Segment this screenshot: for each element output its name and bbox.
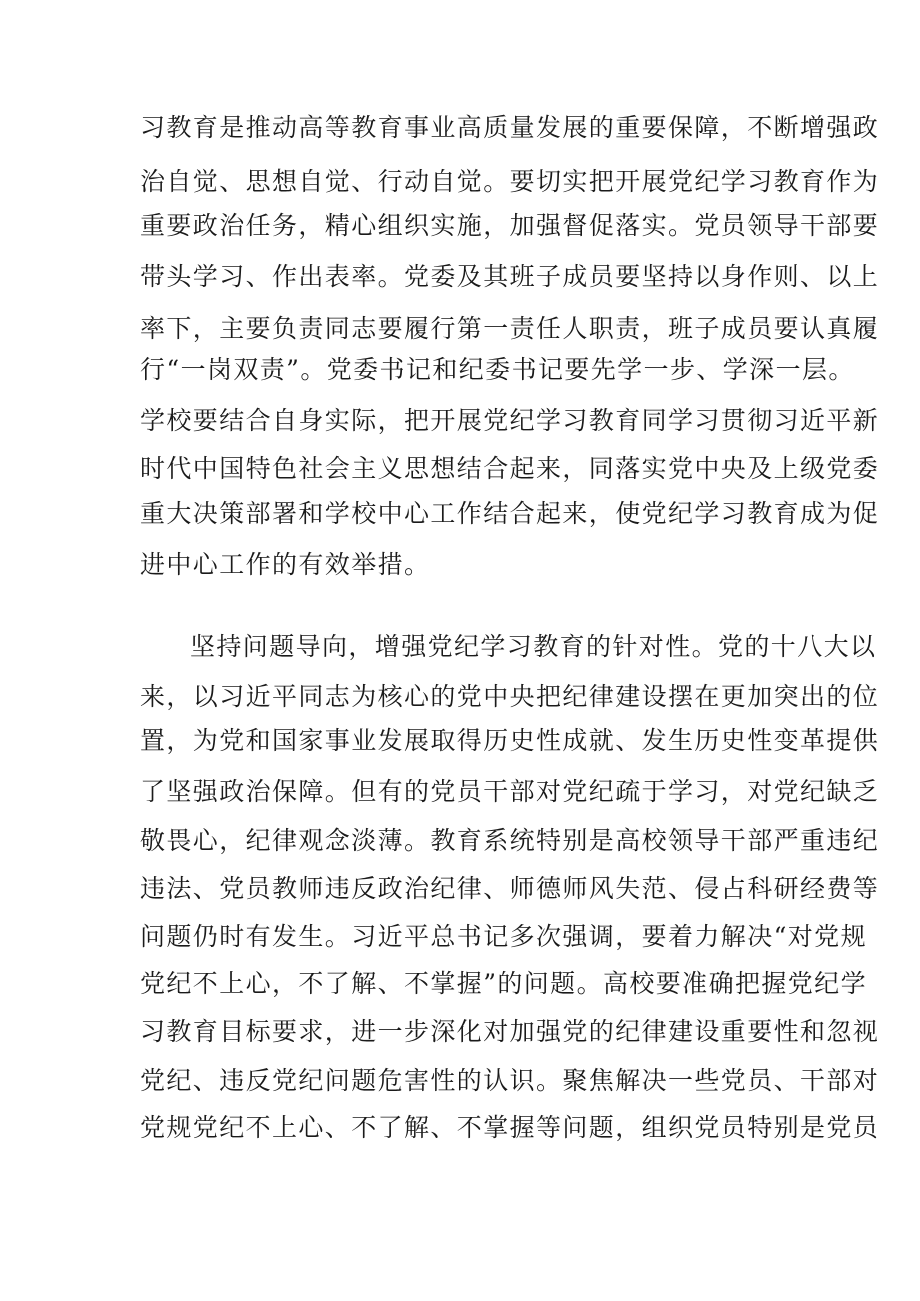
paragraph-2-line-2: 来，以习近平同志为核心的党中央把纪律建设摆在更加突出的位 xyxy=(140,682,880,711)
paragraph-1-line-2: 治自觉、思想自觉、行动自觉。要切实把开展党纪学习教育作为 xyxy=(140,167,880,196)
paragraph-2-line-9: 习教育目标要求，进一步深化对加强党的纪律建设重要性和忽视 xyxy=(140,1017,880,1046)
paragraph-2-line-6: 违法、党员教师违反政治纪律、师德师风失范、侵占科研经费等 xyxy=(140,874,880,903)
paragraph-2-line-7: 问题仍时有发生。习近平总书记多次强调，要着力解决“对党规 xyxy=(140,922,867,951)
paragraph-2-line-1: 坚持问题导向，增强党纪学习教育的针对性。党的十八大以 xyxy=(190,632,877,661)
paragraph-1-line-10: 进中心工作的有效举措。 xyxy=(140,550,431,579)
paragraph-1-line-5: 率下，主要负责同志要履行第一责任人职责，班子成员要认真履 xyxy=(140,314,880,343)
paragraph-1-line-4: 带头学习、作出表率。党委及其班子成员要坚持以身作则、以上 xyxy=(140,262,880,291)
paragraph-2-line-11: 党规党纪不上心、不了解、不掌握等问题，组织党员特别是党员 xyxy=(140,1113,880,1142)
paragraph-1-line-3: 重要政治任务，精心组织实施，加强督促落实。党员领导干部要 xyxy=(140,211,880,240)
paragraph-2-line-8: 党纪不上心，不了解、不掌握”的问题。高校要准确把握党纪学 xyxy=(140,969,867,998)
paragraph-2-line-3: 置，为党和国家事业发展取得历史性成就、发生历史性变革提供 xyxy=(140,726,880,755)
paragraph-1-line-9: 重大决策部署和学校中心工作结合起来，使党纪学习教育成为促 xyxy=(140,499,880,528)
paragraph-1-line-1: 习教育是推动高等教育事业高质量发展的重要保障，不断增强政 xyxy=(140,113,880,142)
paragraph-1-line-7: 学校要结合自身实际，把开展党纪学习教育同学习贯彻习近平新 xyxy=(140,406,880,435)
paragraph-2-line-5: 敬畏心，纪律观念淡薄。教育系统特别是高校领导干部严重违纪 xyxy=(140,826,880,855)
paragraph-1-line-8: 时代中国特色社会主义思想结合起来，同落实党中央及上级党委 xyxy=(140,454,880,483)
paragraph-2-line-4: 了坚强政治保障。但有的党员干部对党纪疏于学习，对党纪缺乏 xyxy=(140,777,880,806)
paragraph-2-line-10: 党纪、违反党纪问题危害性的认识。聚焦解决一些党员、干部对 xyxy=(140,1066,880,1095)
paragraph-1-line-6: 行“一岗双责”。党委书记和纪委书记要先学一步、学深一层。 xyxy=(140,355,855,384)
